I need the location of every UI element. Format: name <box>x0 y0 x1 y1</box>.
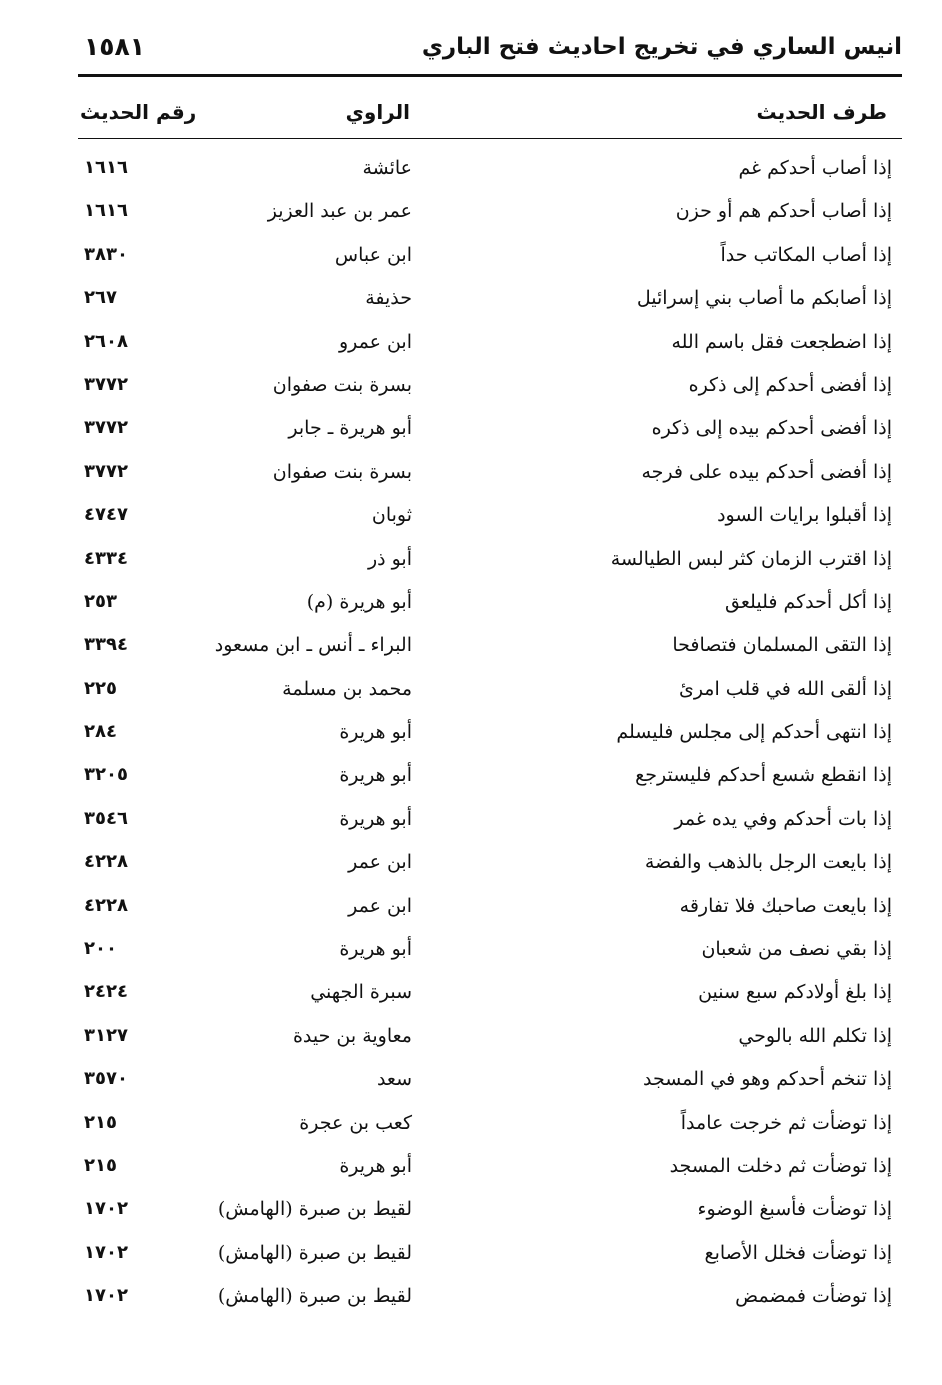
hadith-number: ٢٥٣ <box>84 590 117 612</box>
hadith-number: ٣٧٧٢ <box>84 460 128 482</box>
table-row <box>0 754 942 797</box>
table-row <box>0 407 942 450</box>
hadith-text: إذا انتهى أحدكم إلى مجلس فليسلم <box>616 721 892 744</box>
table-row <box>0 451 942 494</box>
narrator-name: لقيط بن صبرة (الهامش) <box>217 1241 412 1264</box>
hadith-number: ٢١٥ <box>84 1111 117 1133</box>
hadith-number: ٢٠٠ <box>84 938 117 960</box>
hadith-number: ٣٧٧٢ <box>84 373 128 395</box>
column-header-narrator: الراوي <box>345 100 410 124</box>
narrator-name: سبرة الجهني <box>310 981 412 1004</box>
narrator-name: ابن عباس <box>334 243 412 266</box>
table-row <box>0 1102 942 1145</box>
hadith-text: إذا أصاب أحدكم غم <box>738 157 892 179</box>
hadith-number: ٤٢٢٨ <box>84 851 128 873</box>
narrator-name: بسرة بنت صفوان <box>272 460 412 483</box>
narrator-name: أبو هريرة <box>339 1154 412 1177</box>
hadith-number: ٢٦٧ <box>84 287 117 309</box>
hadith-number: ٢٦٠٨ <box>84 330 128 352</box>
table-row <box>0 885 942 928</box>
column-header-number: رقم الحديث <box>80 100 197 124</box>
narrator-name: حذيفة <box>365 287 412 310</box>
table-row <box>0 364 942 407</box>
narrator-name: عمر بن عبد العزيز <box>267 200 412 223</box>
hadith-text: إذا بايعت صاحبك فلا تفارقه <box>679 894 892 917</box>
hadith-text: إذا أفضى أحدكم إلى ذكره <box>688 373 892 396</box>
hadith-number: ٤٢٢٨ <box>84 894 128 916</box>
hadith-text: إذا أصابكم ما أصاب بني إسرائيل <box>636 287 892 310</box>
narrator-name: ابن عمر <box>348 851 412 874</box>
table-row <box>0 1145 942 1188</box>
narrator-name: كعب بن عجرة <box>299 1111 412 1134</box>
hadith-number: ٣٨٣٠ <box>84 243 128 265</box>
hadith-text: إذا توضأت فأسبغ الوضوء <box>697 1198 892 1221</box>
hadith-text: إذا أكل أحدكم فليلعق <box>725 590 892 613</box>
hadith-text: إذا التقى المسلمان فتصافحا <box>672 634 892 657</box>
narrator-name: لقيط بن صبرة (الهامش) <box>217 1198 412 1221</box>
narrator-name: لقيط بن صبرة (الهامش) <box>217 1285 412 1308</box>
table-row <box>0 798 942 841</box>
table-row <box>0 190 942 233</box>
hadith-number: ١٧٠٢ <box>84 1241 128 1263</box>
hadith-number: ١٧٠٢ <box>84 1285 128 1307</box>
hadith-text: إذا ألقى الله في قلب امرئ <box>678 677 892 700</box>
hadith-text: إذا بايعت الرجل بالذهب والفضة <box>644 851 892 874</box>
narrator-name: عائشة <box>362 157 412 179</box>
table-row <box>0 1015 942 1058</box>
hadith-number: ٣٥٧٠ <box>84 1068 128 1090</box>
hadith-number: ٢١٥ <box>84 1154 117 1176</box>
table-row <box>0 928 942 971</box>
hadith-text: إذا انقطع شسع أحدكم فليسترجع <box>635 764 892 787</box>
hadith-number: ١٦١٦ <box>84 157 128 178</box>
hadith-number: ٢٢٥ <box>84 677 117 699</box>
table-row <box>0 277 942 320</box>
hadith-number: ٣٢٠٥ <box>84 764 128 786</box>
narrator-name: أبو هريرة (م) <box>306 590 412 613</box>
table-row <box>0 711 942 754</box>
table-row <box>0 234 942 277</box>
table-row <box>0 1232 942 1275</box>
hadith-number: ٣٣٩٤ <box>84 634 128 656</box>
table-row <box>0 668 942 711</box>
hadith-text: إذا بلغ أولادكم سبع سنين <box>698 981 892 1004</box>
page-number: ١٥٨١ <box>84 32 146 61</box>
hadith-number: ٤٧٤٧ <box>84 504 128 526</box>
narrator-name: سعد <box>376 1068 412 1091</box>
hadith-text: إذا أفضى أحدكم بيده على فرجه <box>641 460 892 483</box>
narrator-name: أبو هريرة <box>339 938 412 961</box>
hadith-text: إذا أصاب المكاتب حداً <box>720 243 892 266</box>
hadith-text: إذا توضأت فمضمض <box>735 1285 892 1308</box>
table-row <box>0 494 942 537</box>
narrator-name: ابن عمرو <box>338 330 412 353</box>
hadith-text: إذا اقترب الزمان كثر لبس الطيالسة <box>610 547 892 570</box>
hadith-text: إذا توضأت فخلل الأصابع <box>704 1241 892 1264</box>
header-rule <box>78 138 902 139</box>
narrator-name: ابن عمر <box>348 894 412 917</box>
narrator-name: أبو هريرة ـ جابر <box>288 417 412 440</box>
index-table <box>0 147 942 1319</box>
table-row <box>0 581 942 624</box>
table-row <box>0 1188 942 1231</box>
hadith-number: ٣٥٤٦ <box>84 807 128 829</box>
hadith-text: إذا أفضى أحدكم بيده إلى ذكره <box>651 417 892 440</box>
hadith-number: ١٦١٦ <box>84 200 128 222</box>
table-row <box>0 321 942 364</box>
hadith-text: إذا توضأت ثم خرجت عامداً <box>680 1111 892 1134</box>
hadith-text: إذا بقي نصف من شعبان <box>701 938 892 961</box>
hadith-text: إذا توضأت ثم دخلت المسجد <box>669 1154 892 1177</box>
narrator-name: معاوية بن حيدة <box>292 1024 412 1047</box>
narrator-name: أبو هريرة <box>339 764 412 787</box>
hadith-text: إذا أقبلوا برايات السود <box>717 504 892 527</box>
table-row <box>0 841 942 884</box>
hadith-text: إذا تكلم الله بالوحي <box>738 1024 892 1047</box>
hadith-number: ٣١٢٧ <box>84 1024 128 1046</box>
narrator-name: بسرة بنت صفوان <box>272 373 412 396</box>
table-row <box>0 971 942 1014</box>
table-row <box>0 1275 942 1318</box>
table-row <box>0 624 942 667</box>
column-header-hadith: طرف الحديث <box>756 100 887 124</box>
hadith-text: إذا أصاب أحدكم هم أو حزن <box>675 200 892 223</box>
book-title: انيس الساري في تخريج احاديث فتح الباري <box>421 34 902 60</box>
narrator-name: أبو هريرة <box>339 721 412 744</box>
hadith-number: ٤٣٣٤ <box>84 547 128 569</box>
hadith-text: إذا بات أحدكم وفي يده غمر <box>674 807 892 830</box>
hadith-text: إذا تنخم أحدكم وهو في المسجد <box>642 1068 892 1091</box>
hadith-number: ٣٧٧٢ <box>84 417 128 439</box>
page-header <box>78 30 902 77</box>
hadith-number: ٢٨٤ <box>84 721 117 743</box>
table-row <box>0 1058 942 1101</box>
narrator-name: البراء ـ أنس ـ ابن مسعود <box>214 634 412 657</box>
hadith-number: ١٧٠٢ <box>84 1198 128 1220</box>
table-row <box>0 538 942 581</box>
narrator-name: ثوبان <box>371 504 412 527</box>
hadith-number: ٢٤٢٤ <box>84 981 128 1003</box>
narrator-name: محمد بن مسلمة <box>282 677 412 700</box>
narrator-name: أبو هريرة <box>339 807 412 830</box>
hadith-text: إذا اضطجعت فقل باسم الله <box>671 330 892 353</box>
narrator-name: أبو ذر <box>367 547 412 570</box>
table-row <box>0 147 942 190</box>
